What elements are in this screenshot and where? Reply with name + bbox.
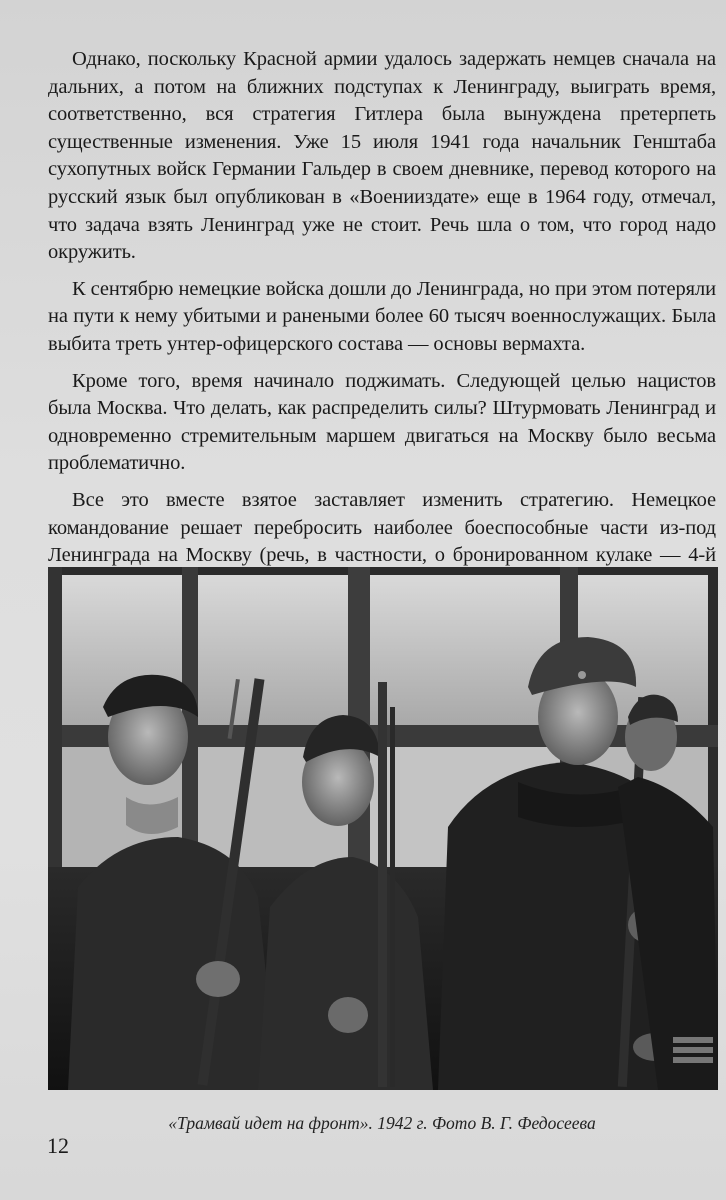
paragraph-1: Однако, поскольку Красной армии удалось задержать немцев сначала на дальних, а потом на ближних подступах к Ленинграду, выиграть время, соответственно, вся стратегия Гитлера была вынуждена претерпеть существенные изменения. Уже 15 июля 1941 года начальник Генштаба сухопутных войск Германии Гальдер в своем дневнике, перевод которого на русский язык был опубликован в «Военииздате» еще в 1964 году, отмечал, что задача взять Ленинград уже не стоит. Речь шла о том, что город надо окружить.: [48, 48, 716, 264]
photo-caption: «Трамвай идет на фронт». 1942 г. Фото В. Г. Федосеева: [168, 1113, 596, 1133]
paragraph-4: Все это вместе взятое заставляет изменить стратегию. Немецкое командование решает перебросить наиболее боеспособные части из-под Ленинграда на Москву (речь, в частности, о бронированном кулаке — 4-й: [48, 488, 716, 567]
historical-photo: [48, 567, 718, 1090]
paragraph-3: Кроме того, время начинало поджимать. Следующей целью нацистов была Москва. Что делать, как распределить силы? Штурмовать Ленинград и одновременно стремительным маршем двигаться на Москву было весьма проблематично.: [48, 369, 716, 475]
paragraph-2: К сентябрю немецкие войска дошли до Ленинграда, но при этом потеряли на пути к нему убитыми и ранеными более 60 тысяч военнослужащих. Была выбита треть унтер-офицерского состава — основы вермахта.: [48, 277, 716, 355]
page-number: 12: [47, 1133, 69, 1158]
